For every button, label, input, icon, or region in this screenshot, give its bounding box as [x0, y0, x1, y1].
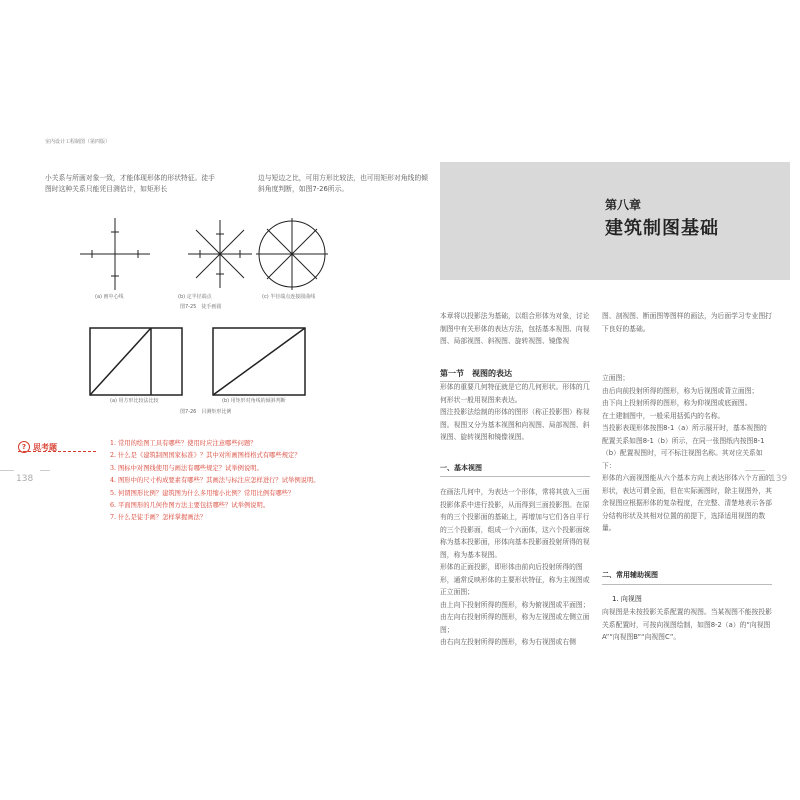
fig26-square-compare: [90, 328, 182, 395]
sec1-col1-body: 在画法几何中，为表达一个形体，常将其放入三面投影体系中进行投影，从而得到三面投影图。在原有的三个投影面的基础上，再增加与它们各自平行的三个投影面，组成一个六面体，这六个投影面统称为基本投影面，形体向基本投影面投射所得的视图，称为基本视图。 形体的正面投影，即形体由前向后投射所得的图形，通常反映形体的主要形状特征，称为主视图或正立面图； 由上向下投射所得的图形，称为俯视图或平面图； 由左向右投射所得的图形，称为左视图或左侧立面图； 由右向左投射所得的图形，称为右视图或右侧: [440, 488, 590, 646]
figure-7-25: [70, 212, 330, 302]
subsection1-title: 一、基本视图: [440, 464, 482, 472]
question-item: 1. 常用的绘图工具有哪些？使用时应注意哪些问题？: [110, 440, 257, 447]
chapter-title: 建筑制图基础: [605, 218, 719, 239]
fig-c-circle: [256, 218, 328, 290]
left-edge-rule: [0, 470, 14, 471]
intro-col1: 本章将以投影法为基础，以组合形体为对象，讨论制图中有关形体的表达方法，包括基本视图、向视图、局部视图、斜视图、旋转视图、镜像视: [440, 312, 590, 345]
sub2-item-title: 1. 向视图: [612, 595, 642, 603]
left-edge-rule-2: [40, 470, 50, 471]
sec1-col2-top: 立面图； 由后向前投射所得的图形，称为后视图或背立面图； 由下向上投射所得的图形，称为仰视图或底面图。 在土建制图中，一般采用括弧内的名称。 当投影表现形体按图8-1（a）所示展开时，基本视图的配置关系如图8-1（b）所示，在同一张图纸内按图8-1（b）配置视图时，可不标注视图名称。其对应关系如下： 形体的六面视图能从六个基本方向上表达形体六个方面的形状，表达可谓全面，但在实际画图时，除主视图外，其余视图应根据形体的复杂程度，在完整、清楚地表示各部分结构形状及其相对位置的前提下，选择适用视图的数量。: [602, 374, 772, 532]
chapter-number: 第八章: [605, 198, 642, 212]
fig26-diagonal-judge: [213, 328, 305, 395]
subsection1-underline: [440, 476, 590, 477]
running-head: 室内设计工程制图（第四版）: [45, 139, 111, 145]
left-page-number: 138: [16, 474, 34, 484]
question-item: 6. 平面图形的几何作图方法主要包括哪些？试举例说明。: [110, 501, 270, 509]
fig26-caption-a: (a) 用方形比较法比较: [110, 398, 159, 404]
sub2-item-body: 向视图是未按投影关系配置的视图。当某视图不能按投影关系配置时，可按向视图绘制，如图8-2（a）的“向视图A”“向视图B”“向视图C”。: [602, 608, 772, 641]
think-label-text: 思考题: [33, 442, 57, 452]
question-item: 2. 什么是《建筑制图国家标准》？其中对所画图样格式有哪些规定？: [110, 452, 301, 460]
question-item: 7. 什么是徒手画？怎样掌握画法？: [110, 514, 207, 522]
fig-b-radius-points: [188, 220, 252, 288]
question-mark-icon: ?: [18, 441, 30, 453]
question-item: 4. 图形中的尺寸构成要素有哪些？其画法与标注应怎样进行？试举例说明。: [110, 477, 320, 485]
subsection2-underline: [602, 584, 772, 585]
fig25-caption-c: (c) 半径端点连接圆曲线: [262, 294, 316, 300]
intro-col2: 图、剖视图、断面图等图样的画法，为后面学习专业图打下良好的基础。: [602, 312, 772, 333]
think-divider: [18, 451, 96, 452]
question-item: 5. 何谓图形比例？建筑图为什么多用缩小比例？常用比例有哪些？: [110, 489, 295, 497]
fig25-caption-b: (b) 定半径端点: [178, 294, 212, 300]
left-paragraph-col2: 边与短边之比，可用方形比较法，也可用矩形对角线的倾斜角度判断，如图7-26所示。: [258, 174, 428, 193]
section1-title: 第一节 视图的表达: [440, 369, 512, 378]
right-edge-rule: [745, 470, 765, 471]
right-page-number: 139: [770, 474, 788, 484]
fig-a-centerlines: [80, 218, 150, 290]
fig26-caption-b: (b) 用矩形对角线的倾斜判断: [222, 398, 286, 404]
fig25-title: 图7-25 徒手画圆: [180, 304, 222, 310]
fig26-title: 图7-26 目测矩形比例: [180, 409, 232, 415]
left-paragraph-col1: 小关系与所画对象一致，才能体现形体的形状特征。徒手图时这种关系只能凭目测估计，如矩形长: [45, 174, 215, 193]
figure-7-26: [88, 326, 308, 398]
fig25-caption-a: (a) 画中心线: [95, 294, 124, 300]
questions-list: [110, 438, 370, 525]
sec1-col1-top: 形体的重要几何特征就是它的几何形状。形体的几何形状一般用视图来表达。 图注投影法绘制的形体的图形（称正投影图）称视图。视图又分为基本视图和向视图、局部视图、斜视图、旋转视图和镜像视图。: [440, 383, 590, 441]
question-item: 3. 图标中对图线使用与画法有哪些规定？试举例说明。: [110, 464, 263, 472]
subsection2-title: 二、常用辅助视图: [602, 571, 658, 579]
